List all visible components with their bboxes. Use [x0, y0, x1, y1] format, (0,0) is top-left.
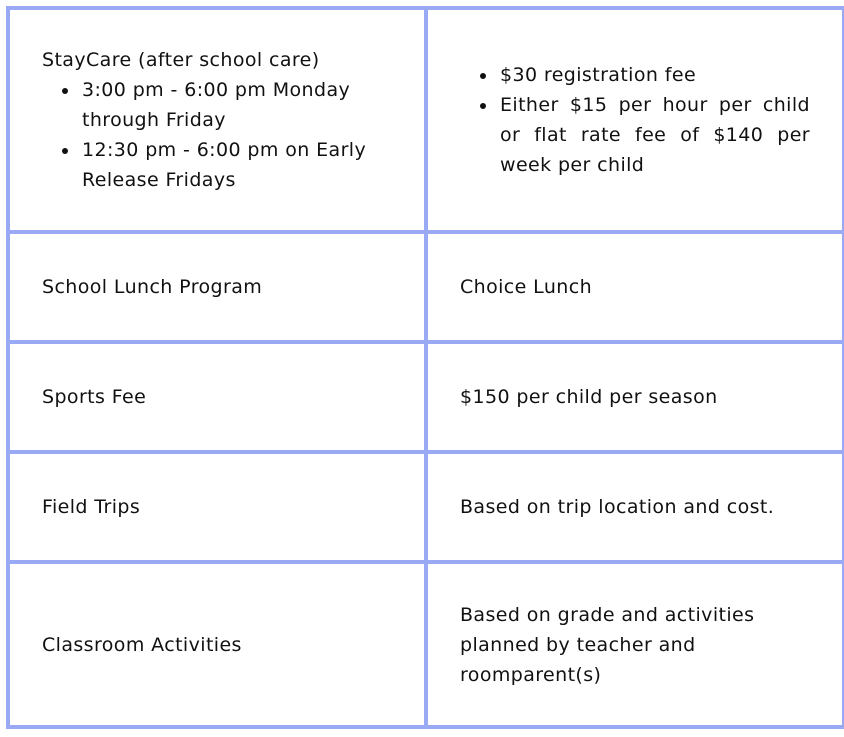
staycare-hours-list: [42, 75, 392, 195]
field-trips-value-cell: Based on trip location and cost.: [426, 452, 844, 562]
table-row-lunch: [8, 232, 844, 342]
sports-label-cell: Sports Fee: [8, 342, 426, 452]
staycare-label-cell: [8, 8, 426, 232]
staycare-value-cell: [426, 8, 844, 232]
table-row-staycare: [8, 8, 844, 232]
sports-value-cell: $150 per child per season: [426, 342, 844, 452]
staycare-title: StayCare (after school care): [42, 49, 320, 71]
classroom-activities-value-cell: Based on grade and activities planned by teacher and roomparent(s): [426, 562, 844, 727]
staycare-registration-fee: • $30 registration fee: [498, 60, 810, 90]
classroom-activities-label-cell: Classroom Activities: [8, 562, 426, 727]
table-row-classroom-activities: [8, 562, 844, 727]
staycare-hours-early-release: • 12:30 pm - 6:00 pm on Early Release Fridays: [80, 135, 392, 195]
lunch-label-cell: School Lunch Program: [8, 232, 426, 342]
table-row-field-trips: [8, 452, 844, 562]
lunch-value-cell: Choice Lunch: [426, 232, 844, 342]
staycare-fees-list: [460, 60, 810, 180]
table-row-sports: [8, 342, 844, 452]
staycare-hours-weekday: • 3:00 pm - 6:00 pm Monday through Friday: [80, 75, 392, 135]
fee-table: [6, 6, 844, 729]
staycare-hourly-fee: • Either $15 per hour per child or flat rate fee of $140 per week per child: [498, 90, 810, 180]
field-trips-label-cell: Field Trips: [8, 452, 426, 562]
